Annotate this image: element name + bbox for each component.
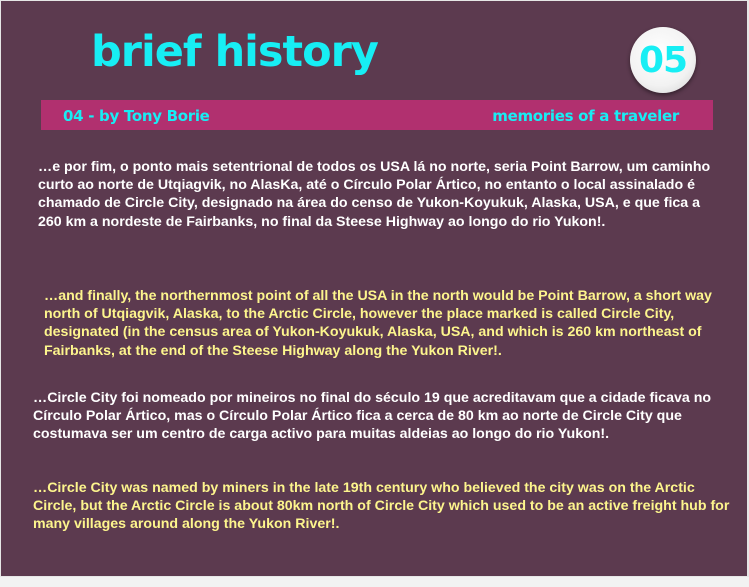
slide <box>1 1 747 576</box>
paragraph-english-1: …and finally, the northernmost point of all the USA in the north would be Point Barrow, a short way north of Utqiagvik, Alaska, to the Arctic Circle, however the place marked is called Circle City, designated (in the census area of Yukon-Koyukuk, Alaska, USA, and which is 260 km northeast of Fairbanks, at the end of the Steese Highway along the Yukon River!. <box>44 288 712 359</box>
page-title: brief history <box>91 27 378 77</box>
subtitle-banner <box>41 100 713 130</box>
page-number-badge <box>630 27 696 93</box>
series-label: memories of a traveler <box>492 107 679 125</box>
author-label: 04 - by Tony Borie <box>63 107 210 125</box>
paragraph-portuguese-2: …Circle City foi nomeado por mineiros no final do século 19 que acreditavam que a cidade ficava no Círculo Polar Ártico, mas o Círculo Polar Ártico fica a cerca de 80 km ao norte de Circle City que costumava ser um centro de carga activo para muitas aldeias ao longo do rio Yukon!. <box>33 390 712 443</box>
page-number: 05 <box>638 39 688 81</box>
bottom-strip <box>0 577 749 587</box>
paragraph-english-2: …Circle City was named by miners in the late 19th century who believed the city was on the Arctic Circle, but the Arctic Circle is about 80km north of Circle City which used to be an active freight hub for many villages around along the Yukon River!. <box>33 480 730 533</box>
paragraph-portuguese-1: …e por fim, o ponto mais setentrional de todos os USA lá no norte, seria Point Barrow, um caminho curto ao norte de Utqiagvik, no AlasKa, até o Círculo Polar Ártico, no entanto o local assinalado é chamado de Circle City, designado na área do censo de Yukon-Koyukuk, Alaska, USA, e que fica a 260 km a nordeste de Fairbanks, no final da Steese Highway ao longo do rio Yukon!. <box>38 159 711 230</box>
